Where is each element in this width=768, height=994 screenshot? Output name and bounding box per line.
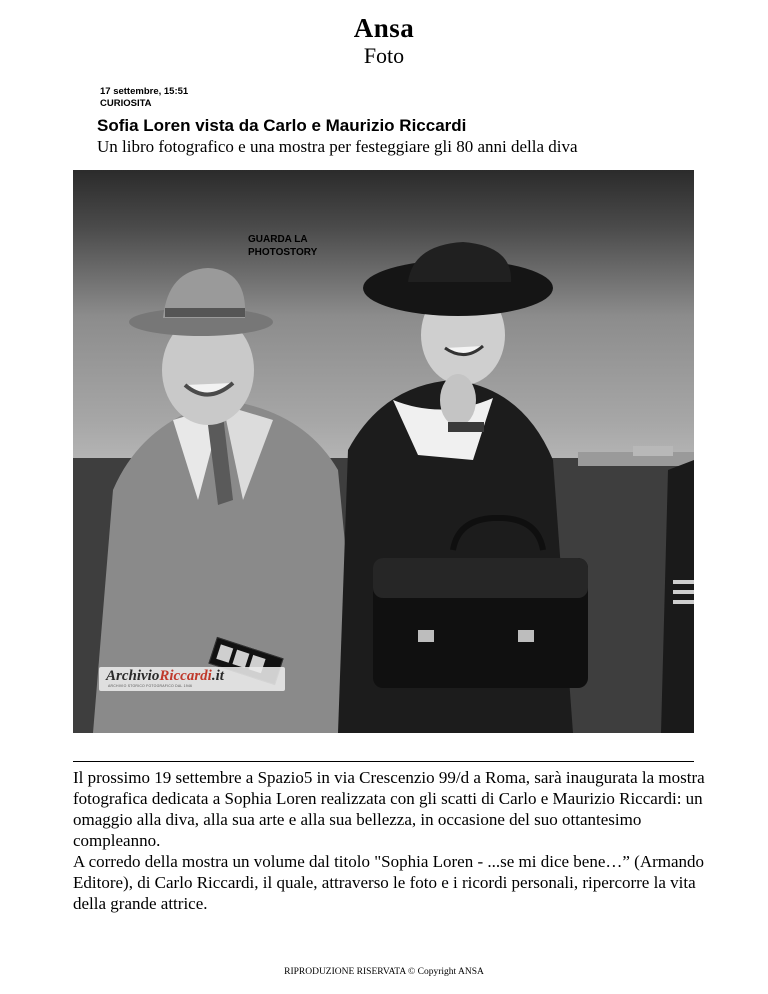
article-body — [73, 767, 723, 914]
site-title: Ansa — [353, 13, 415, 43]
article-date: 17 settembre, 15:51 — [100, 86, 189, 97]
photostory-link[interactable] — [248, 233, 317, 259]
watermark-accent: Riccardi — [159, 668, 212, 684]
article-paragraph-1: Il prossimo 19 settembre a Spazio5 in via Crescenzio 99/d a Roma, sarà inaugurata la mostra fotografica dedicata a Sophia Loren realizzata con gli scatti di Carlo e Maurizio Riccardi: un omaggio alla diva, alla sua arte e alla sua bellezza, in occasione del suo ottantesimo compleanno. — [73, 768, 705, 850]
article-paragraph-2: A corredo della mostra un volume dal titolo "Sophia Loren - ...se mi dice bene…” (Armando Editore), di Carlo Riccardi, il quale, attraverso le foto e i ricordi personali, ripercorre la vita della grande attrice. — [73, 852, 705, 913]
watermark-tld: .it — [211, 668, 224, 684]
watermark-logo — [106, 668, 224, 685]
article-subheadline: Un libro fotografico e una mostra per festeggiare gli 80 anni della diva — [97, 137, 578, 156]
photostory-link-line2[interactable]: PHOTOSTORY — [248, 247, 318, 258]
photo-illustration — [73, 170, 694, 733]
section-title: Foto — [363, 43, 405, 68]
archivio-riccardi-watermark — [99, 667, 285, 691]
article-photo[interactable] — [73, 170, 694, 733]
article-headline: Sofia Loren vista da Carlo e Maurizio Riccardi — [97, 116, 467, 135]
photostory-link-line1[interactable]: GUARDA LA — [248, 234, 308, 245]
divider — [73, 761, 694, 762]
watermark-main: Archivio — [106, 668, 160, 684]
masthead — [0, 14, 768, 68]
article-category: CURIOSITA — [100, 98, 152, 109]
article-meta — [100, 86, 188, 110]
watermark-subtitle: ARCHIVIO STORICO FOTOGRAFICO DAL 1946 — [108, 684, 193, 688]
copyright-footer: RIPRODUZIONE RISERVATA © Copyright ANSA — [284, 967, 484, 977]
